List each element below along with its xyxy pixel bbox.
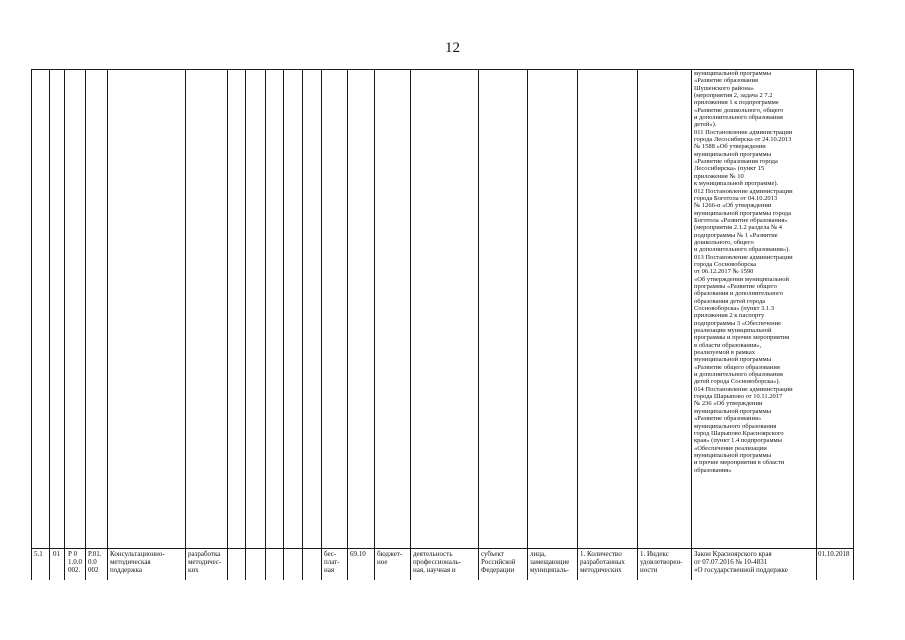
payment-type: бес- плат- ная [324, 550, 340, 574]
description-line: «Обеспечение реализации [694, 444, 767, 452]
description-line: «Об утверждении муниципальной [694, 275, 789, 283]
column-divider [107, 69, 108, 580]
description-line: города Лесосибирска от 24.10.2013 [694, 136, 792, 144]
column-divider [410, 69, 411, 580]
column-divider [321, 69, 322, 580]
description-line: к муниципальной программе). [694, 180, 779, 188]
column-divider [527, 69, 528, 580]
description-line: приложения 2 к паспорту [694, 312, 765, 320]
description-line: образования» [694, 466, 732, 474]
description-line: город Шарыпово Красноярского [694, 429, 784, 437]
institution-type: бюджет- ное [377, 550, 403, 566]
column-divider [31, 69, 32, 580]
work-content: разработка методичес- ких [188, 550, 222, 574]
description-line: муниципальной программы [694, 70, 772, 77]
description-line: и дополнительного образования [694, 371, 783, 379]
description-line: муниципальной программы города [694, 209, 791, 217]
description-line: приложения 1 к подпрограмме [694, 99, 779, 107]
description-line: № 1266-п «Об утверждении [694, 202, 772, 210]
service-code: Р 0 1.0.0 002. [68, 550, 82, 574]
column-divider [245, 69, 246, 580]
description-line: муниципальной программы [694, 407, 772, 415]
description-line: края» (пункт 1.4 подпрограммы [694, 437, 783, 445]
description-line: в области образования», [694, 341, 762, 349]
description-line: Сосновоборска» (пункт 3.1.3 [694, 305, 775, 312]
founder-level: субъект Российской Федерации [481, 550, 516, 574]
description-line: муниципальной программы [694, 451, 772, 459]
volume-indicator: 1. Количество разработанных методических [580, 550, 625, 574]
description-line: 011 Постановление администрации [694, 128, 793, 136]
description-line: от 06.12.2017 № 1590 [694, 268, 754, 276]
column-divider [185, 69, 186, 580]
description-line: детей города Сосновоборска»). [694, 378, 781, 386]
description-line: № 236 «Об утверждении [694, 400, 763, 408]
column-divider [577, 69, 578, 580]
description-line: программы и прочие мероприятия [694, 334, 790, 342]
description-line: муниципальной программы [694, 356, 772, 364]
description-line: города Боготола от 04.10.2013 [694, 194, 778, 202]
description-line: приложения № 10 [694, 172, 744, 180]
description-line: (мероприятия 2.1.2 раздела № 4 [694, 224, 783, 232]
column-divider [302, 69, 303, 580]
description-line: «Развитие образования [694, 77, 758, 85]
okved-code: 69.10 [350, 550, 366, 558]
description-line: подпрограммы 3 «Обеспечение [694, 319, 782, 327]
description-line: программы «Развитие общего [694, 282, 777, 290]
legal-basis: Закон Красноярского края от 07.07.2016 № 10-4831 «О государственной поддержке [694, 550, 788, 574]
column-divider [49, 69, 50, 580]
description-line: и прочие мероприятия в области [694, 459, 785, 467]
work-code: Р.01. 0.0 002 [88, 550, 102, 574]
description-line: (мероприятия 2, задача 2 7.2 [694, 92, 773, 100]
description-line: 014 Постановление администрации [694, 385, 793, 393]
description-line: дошкольного, общего [694, 238, 754, 246]
description-line: «Развитие образования города [694, 158, 778, 166]
row-divider [31, 548, 854, 549]
description-line: «Развитие образования» [694, 415, 762, 423]
column-divider [265, 69, 266, 580]
consumer-category: лица, замещающие муниципаль- [530, 550, 570, 574]
quality-indicator: 1. Индекс удовлетворен- ности [640, 550, 683, 574]
column-divider [478, 69, 479, 580]
description-line: № 1588 «Об утверждении [694, 143, 766, 151]
description-line: города Сосновоборска [694, 260, 757, 268]
column-divider [691, 69, 692, 580]
description-line: образования детей города [694, 297, 766, 305]
column-divider [374, 69, 375, 580]
description-line: «Развитие общего образования [694, 363, 780, 371]
page-number: 12 [445, 40, 460, 56]
description-line: Шушенского района» [694, 84, 754, 92]
description-line: муниципальной программы [694, 150, 772, 158]
description-line: Лесосибирска» (пункт 15 [694, 165, 765, 173]
description-line: и дополнительного образования [694, 114, 783, 122]
column-divider [853, 69, 854, 580]
service-name: Консультационно- методическая поддержка [110, 550, 165, 574]
section-code: 01 [53, 550, 60, 558]
activity-type: деятельность профессиональ- ная, научная и [413, 550, 461, 574]
description-line: реализации муниципальной [694, 327, 772, 335]
description-line: детей»). [694, 121, 717, 129]
column-divider [637, 69, 638, 580]
legal-basis-continuation [694, 70, 816, 548]
column-divider [816, 69, 817, 580]
column-divider [283, 69, 284, 580]
inclusion-date: 01.10.2018 [818, 550, 850, 558]
column-divider [85, 69, 86, 580]
description-line: «Развитие дошкольного, общего [694, 106, 784, 114]
description-line: 012 Постановление администрации [694, 187, 793, 195]
description-line: муниципального образования [694, 422, 777, 430]
row-number: 5.1 [34, 550, 43, 558]
description-line: образования и дополнительного [694, 290, 783, 298]
description-line: 013 Постановление администрации [694, 253, 793, 261]
column-divider [227, 69, 228, 580]
description-line: города Шарыпово от 10.11.2017 [694, 393, 783, 401]
column-divider [347, 69, 348, 580]
description-line: подпрограммы № 1 «Развитие [694, 231, 778, 239]
description-line: реализуемой в рамках [694, 349, 755, 357]
description-line: Боготола «Развитие образования» [694, 216, 788, 224]
column-divider [64, 69, 65, 580]
description-line: и дополнительного образования»). [694, 246, 790, 254]
